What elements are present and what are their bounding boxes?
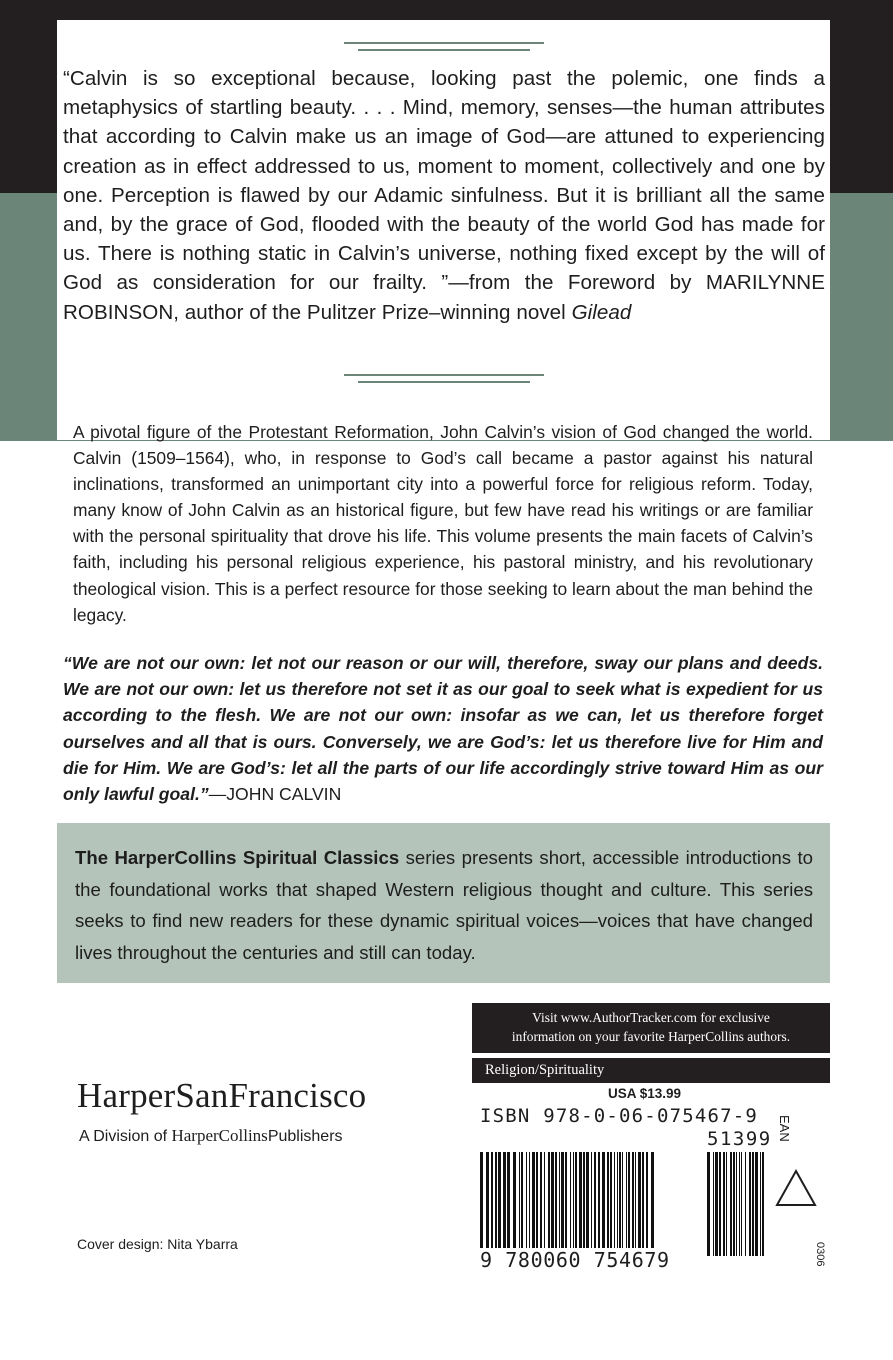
barcode-bar (626, 1152, 627, 1256)
category-bar: Religion/Spirituality (472, 1058, 830, 1083)
top-rule-1 (344, 42, 544, 44)
price: USA $13.99 (608, 1086, 682, 1101)
barcode-bar (607, 1152, 609, 1256)
publisher-division (79, 1126, 343, 1146)
barcode-bar (526, 1152, 527, 1256)
barcode-bar (544, 1152, 545, 1256)
barcode-bar (619, 1152, 621, 1256)
barcode-bar (736, 1152, 737, 1256)
series-description (75, 842, 813, 968)
barcode-bar (486, 1152, 489, 1256)
calvin-quote-attribution: —JOHN CALVIN (208, 784, 342, 805)
barcode-bar (598, 1152, 600, 1256)
barcode-bar (646, 1152, 648, 1256)
barcode-bar (536, 1152, 538, 1256)
barcode-bar (555, 1152, 557, 1256)
barcode-bar (628, 1152, 630, 1256)
barcode-bar (614, 1152, 615, 1256)
barcode-bar (591, 1152, 592, 1256)
division-prefix: A Division of (79, 1128, 172, 1145)
barcode-addon (707, 1152, 767, 1270)
barcode-bar (713, 1152, 714, 1256)
barcode-bar (540, 1152, 542, 1256)
author-tracker-line-2: information on your favorite HarperCollins authors. (511, 1029, 791, 1044)
cover-design-credit: Cover design: Nita Ybarra (77, 1236, 238, 1252)
division-name: HarperCollins (171, 1126, 268, 1145)
barcode-bar (513, 1152, 516, 1256)
barcode-bar (733, 1152, 735, 1256)
author-tracker-box (472, 1003, 830, 1053)
barcode-bar (642, 1152, 644, 1256)
book-description: A pivotal figure of the Protestant Reformation, John Calvin’s vision of God changed the world. Calvin (1509–1564), who, in response to God’s call became a pastor against his natural inclinations, transformed an unimportant city into a powerful force for religious reform. Today, many know of John Calvin as an historical figure, but few have read his writings or are familiar with the personal spirituality that drove his life. This volume presents the main facets of Calvin’s faith, including his personal religious experience, his pastoral ministry, and his revolutionary theological vision. This is a perfect resource for those seeking to learn about the man behind the legacy. (73, 422, 813, 625)
barcode-bar (548, 1152, 550, 1256)
series-name: The HarperCollins Spiritual Classics (75, 847, 400, 868)
barcode-bar (573, 1152, 574, 1256)
barcode-bar (602, 1152, 605, 1256)
barcode-bar (507, 1152, 510, 1256)
foreword-quote (63, 64, 825, 327)
top-rule-2 (358, 49, 530, 51)
barcode-bar (632, 1152, 634, 1256)
barcode-bar (726, 1152, 727, 1256)
barcode-bar (519, 1152, 520, 1256)
ean-label: EAN (777, 1115, 792, 1142)
barcode-bar (594, 1152, 596, 1256)
barcode-bar (739, 1152, 740, 1256)
barcode-bar (638, 1152, 641, 1256)
barcode-bar (529, 1152, 530, 1256)
barcode-bar (570, 1152, 571, 1256)
author-tracker-line-1: Visit www.AuthorTracker.com for exclusive (532, 1010, 770, 1025)
foreword-quote-text: “Calvin is so exceptional because, looking past the polemic, one finds a metaphysics of startling beauty. . . . Mind, memory, senses—the human attributes that according to Calvin make us an image of God—are attuned to experiencing creation as in effect addressed to us, moment to moment, collectively and one by one. Perception is flawed by our Adamic sinfulness. But it is brilliant all the same and, by the grace of God, flooded with the beauty of the world God has made for us. There is nothing static in Calvin’s universe, nothing fixed except by the will of God as consideration for our frailty. ”—from the Foreword by MARILYNNE ROBINSON, author of the Pulitzer Prize–winning novel (63, 67, 825, 324)
bottom-rule-1 (344, 374, 544, 376)
barcode-bar (749, 1152, 751, 1256)
barcode-bar (760, 1152, 761, 1256)
barcode-bar (503, 1152, 506, 1256)
barcode-bar (622, 1152, 623, 1256)
barcode-bar (762, 1152, 764, 1256)
barcode-bar (635, 1152, 636, 1256)
barcode-bar (707, 1152, 710, 1256)
barcode-bar (579, 1152, 582, 1256)
barcode-bar (551, 1152, 554, 1256)
barcode-bar (521, 1152, 523, 1256)
barcode-bar (745, 1152, 746, 1256)
barcode-bar (491, 1152, 493, 1256)
barcode-bar (752, 1152, 754, 1256)
barcode-bar (575, 1152, 577, 1256)
triangle-icon (774, 1168, 818, 1208)
isbn: ISBN 978-0-06-075467-9 (480, 1105, 759, 1127)
barcode-bar (723, 1152, 725, 1256)
barcode-bar (498, 1152, 501, 1256)
barcode-bar (715, 1152, 718, 1256)
series-text: series presents short, accessible introductions to the foundational works that shaped Western religious thought and culture. This series seeks to find new readers for these dynamic spiritual voices—voices that have changed lives throughout the centuries and still can today. (75, 847, 813, 963)
calvin-quote (63, 650, 823, 807)
barcode-bar (532, 1152, 535, 1256)
publisher-logo: HarperSanFrancisco (77, 1076, 367, 1115)
print-code: 0306 (814, 1242, 826, 1267)
barcode-bar (755, 1152, 758, 1256)
barcode-number: 9 780060 754679 (480, 1248, 670, 1272)
division-suffix: Publishers (267, 1128, 343, 1145)
barcode-bar (495, 1152, 497, 1256)
barcode-bar (741, 1152, 742, 1256)
barcode-bar (610, 1152, 612, 1256)
barcode-bar (559, 1152, 560, 1256)
barcode-bar (719, 1152, 721, 1256)
price-code: 51399 (707, 1128, 772, 1150)
novel-title: Gilead (571, 300, 632, 324)
bottom-rule-2 (358, 381, 530, 383)
calvin-quote-text: “We are not our own: let not our reason or our will, therefore, sway our plans and deeds. We are not our own: let us therefore not set it as our goal to seek what is expedient for us according to the flesh. We are not our own: insofar as we can, let us therefore forget ourselves and all that is ours. Conversely, we are God’s: let us therefore live for Him and die for Him. We are God’s: let all the parts of our life accordingly strive toward Him as our only lawful goal.” (63, 653, 823, 805)
barcode-bar (586, 1152, 589, 1256)
barcode-bar (561, 1152, 564, 1256)
barcode-bar (617, 1152, 618, 1256)
barcode-bar (730, 1152, 732, 1256)
barcode-bar (583, 1152, 585, 1256)
